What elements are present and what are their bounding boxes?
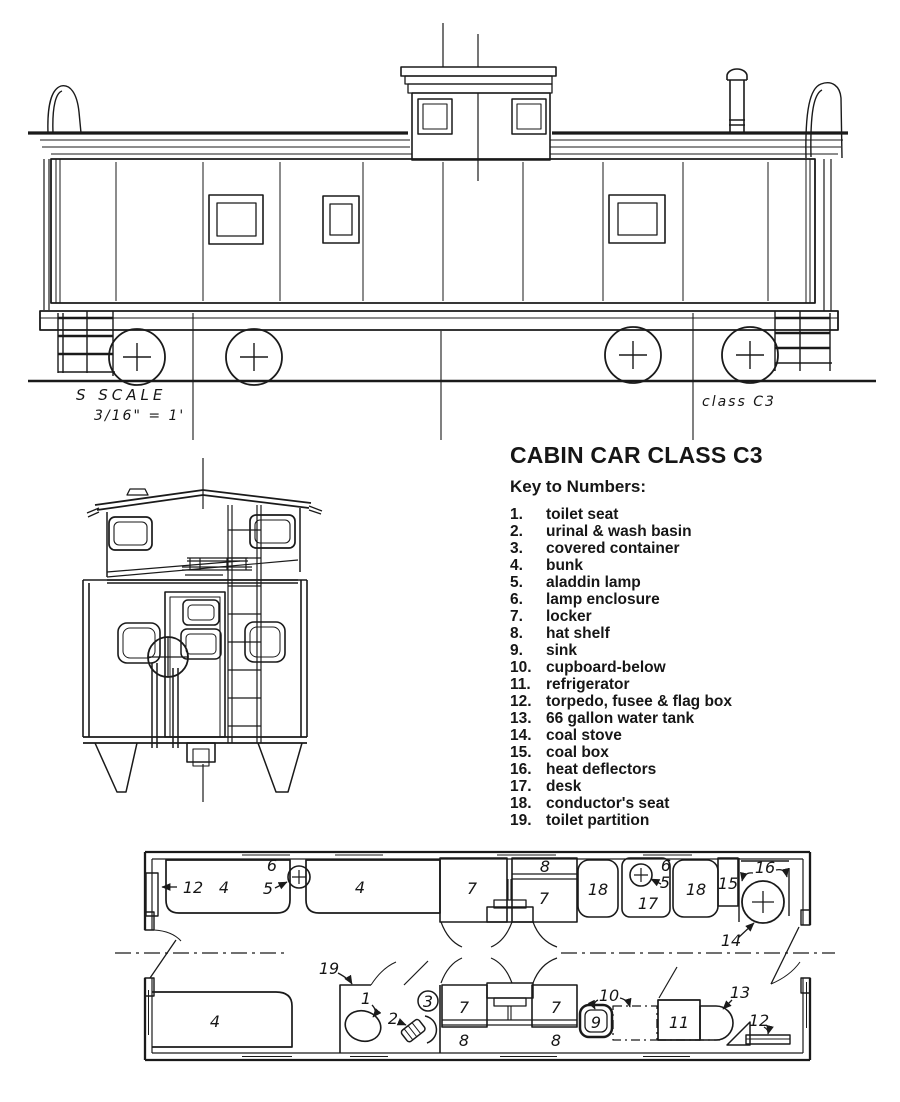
hat-shelf-bottom [442,1020,577,1025]
arrow-partition [338,973,352,984]
callout-torpedo-right: 12 [748,1011,770,1030]
key-item: 12. torpedo, fusee & flag box [510,693,733,710]
arrow-deflector-right [776,870,787,877]
callout-locker-b1: 7 [458,998,470,1017]
key-item: 13. 66 gallon water tank [510,710,695,727]
end-step-legs [95,743,302,792]
callout-desk: 17 [637,894,659,913]
cupboard-below [613,1006,720,1040]
door-leafs-bottom [441,958,557,983]
smoke-stack [727,69,747,133]
bunk-bottom [152,992,292,1047]
arrow-toilet [372,1005,375,1017]
callout-lamp-1: 5 [262,879,274,898]
key-item: 5. aladdin lamp [510,574,641,591]
key-item: 8. hat shelf [510,625,610,642]
callout-deflectors: 16 [754,858,776,877]
cupola [401,23,556,181]
coupler [187,743,215,802]
callout-hat-shelf-t: 8 [539,857,551,876]
key-subtitle: Key to Numbers: [510,477,647,496]
door-leafs-top [441,922,557,947]
scale-note-line2: 3/16" = 1' [94,408,186,424]
callout-lamp-enclosure-2: 6 [660,856,672,875]
side-window-2 [323,196,359,243]
end-view-drawing [70,455,370,810]
roof-fascia-lines [40,140,843,154]
callout-cupboard: 10 [598,986,620,1005]
callout-locker-t1: 7 [466,879,478,898]
coal-stove [742,881,784,923]
key-item: 19. toilet partition [510,812,650,829]
end-cupola-window-left [109,517,152,550]
torpedo-box-left [146,873,158,916]
key-item: 18. conductor's seat [510,795,670,812]
floor-plan-drawing [0,838,900,1102]
arrow-lamp1 [275,882,287,888]
callout-container: 3 [422,992,434,1011]
key-item: 7. locker [510,608,592,625]
key-item: 9. sink [510,642,578,659]
callout-bunk-1: 4 [218,878,230,897]
torpedo-box-right [746,1035,790,1044]
class-label: class C3 [702,394,776,410]
callout-shelf-b2: 8 [550,1031,562,1050]
side-window-1 [209,195,263,244]
key-item: 17. desk [510,778,582,795]
callout-lamp-2: 5 [659,873,671,892]
callout-bunk-3: 4 [209,1012,221,1031]
callout-water-tank: 13 [729,983,751,1002]
end-cupola-roof [87,489,322,517]
roof-vent [127,489,148,495]
scale-note-line1: S SCALE [76,386,167,404]
callout-locker-t2: 7 [538,889,550,908]
callout-torpedo-left: 12 [182,878,204,897]
arrow-urinal [399,1022,406,1025]
left-steps [58,311,115,376]
key-block [510,442,860,829]
end-door [165,592,225,737]
callout-partition: 19 [318,959,340,978]
cupola-step-top [487,879,533,922]
key-list [510,506,860,829]
cupola-step-bottom [487,983,533,1020]
key-item: 15. coal box [510,744,609,761]
wheel-2 [226,329,282,385]
right-end-door [771,927,800,984]
wheel-1 [109,329,165,385]
end-ladder-stiles [44,159,831,311]
callout-urinal: 2 [387,1009,399,1028]
toilet-seat [341,1006,385,1046]
key-item: 1. toilet seat [510,506,619,523]
key-item: 11. refrigerator [510,676,630,693]
body-end-posts [56,159,810,303]
callout-stove: 14 [720,931,742,950]
side-window-3 [609,195,665,243]
key-item: 10. cupboard-below [510,659,666,676]
key-item: 16. heat deflectors [510,761,657,778]
water-tank [700,1006,733,1040]
key-item: 6. lamp enclosure [510,591,660,608]
aladdin-lamp-right [630,864,652,886]
wheel-4 [722,327,778,383]
page-title: CABIN CAR CLASS C3 [510,442,763,468]
wheel-3 [605,327,661,383]
callout-shelf-b1: 8 [458,1031,470,1050]
roof-running-board [182,558,252,575]
body-panel-seams [116,162,768,301]
end-sill [83,737,307,743]
car-body-outline [51,159,815,303]
plan-outer-wall [145,852,810,1060]
underframe-sill [40,311,838,330]
key-item: 14. coal stove [510,727,622,744]
callout-toilet: 1 [360,989,372,1008]
side-elevation-drawing [0,0,900,445]
callout-bunk-2: 4 [354,878,366,897]
callout-seat-2: 18 [685,880,707,899]
key-item: 3. covered container [510,540,680,557]
callout-seat-1: 18 [587,880,609,899]
callout-sink: 9 [590,1013,602,1032]
callout-coal-box: 15 [717,874,739,893]
key-item: 2. urinal & wash basin [510,523,692,540]
urinal-wash-basin [400,1016,436,1043]
key-item: 4. bunk [510,557,584,574]
callout-locker-b2: 7 [550,998,562,1017]
callout-lamp-enclosure-1: 6 [266,856,278,875]
right-steps [775,311,832,371]
left-grab-iron [48,86,81,133]
bunk-top-right [306,860,440,913]
cupola-centerlines [443,23,478,181]
callout-refrigerator: 11 [668,1013,690,1032]
left-end-door [150,930,181,978]
arrow-deflector-left [742,873,753,881]
